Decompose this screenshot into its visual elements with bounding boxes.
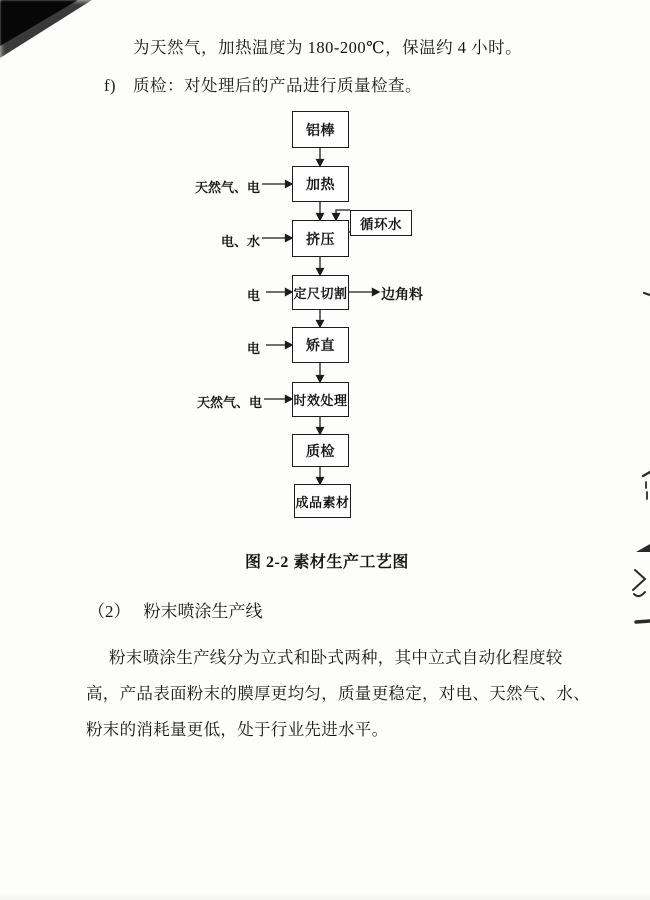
input-label-gas-electric-2: 天然气、电: [196, 395, 262, 410]
scan-bottom-shading: [0, 894, 650, 900]
flow-node-extrusion: [292, 220, 349, 257]
intro-line: 为天然气，加热温度为 180-200℃，保温约 4 小时。: [133, 38, 523, 57]
flow-node-cutting: [292, 275, 349, 310]
edge-handwriting-marks: [628, 280, 650, 630]
section-title: 粉末喷涂生产线: [143, 602, 263, 621]
figure-caption: 图 2-2 素材生产工艺图: [245, 554, 409, 571]
input-label-gas-electric: 天然气、电: [194, 180, 260, 195]
flow-node-aging: [292, 382, 349, 417]
flow-node-finished-material: [294, 484, 351, 518]
flow-node-recycled-water: [350, 210, 412, 236]
section-heading: [88, 597, 263, 622]
paragraph-line: 粉末喷涂生产线分为立式和卧式两种，其中立式自动化程度较: [109, 648, 563, 667]
edge-mark-dash-small: [644, 293, 650, 295]
output-label-scrap: 边角料: [381, 288, 423, 303]
flow-node-label: 铝棒: [306, 123, 335, 139]
list-item-f: [104, 76, 422, 96]
list-item-text: 质检：对处理后的产品进行质量检查。: [133, 76, 422, 95]
section-marker: （2）: [88, 602, 131, 621]
edge-mark-angle: [633, 570, 645, 590]
paragraph-line: 高，产品表面粉末的膜厚更均匀，质量更稳定，对电、天然气、水、: [86, 684, 590, 703]
edge-mark-dots: [646, 482, 647, 499]
edge-mark-curve: [634, 592, 645, 596]
arrowhead: [373, 289, 380, 296]
flow-node-aluminum-rod: [292, 111, 349, 148]
list-item-marker: f): [104, 76, 116, 95]
flow-node-label: 加热: [306, 178, 335, 193]
scan-corner-artifact: [0, 0, 100, 60]
edge-mark-tick: [643, 472, 650, 476]
flow-node-label: 挤压: [306, 232, 335, 248]
recycle-supply-line: [336, 210, 350, 214]
input-label-electric-2: 电: [246, 341, 260, 356]
flow-node-label: 定尺切割: [293, 286, 348, 301]
flow-node-straightening: [292, 327, 349, 363]
flow-node-label: 质检: [306, 444, 335, 460]
flow-node-label: 成品素材: [295, 494, 350, 510]
input-label-electric-1: 电: [246, 288, 260, 303]
edge-mark-dash-heavy: [636, 621, 650, 622]
paragraph-line: 粉末的消耗量更低，处于行业先进水平。: [86, 720, 389, 739]
flow-node-label: 时效处理: [293, 393, 348, 408]
input-label-electric-water: 电、水: [220, 234, 260, 249]
flow-node-label: 矫直: [306, 339, 335, 354]
flow-node-heating: [292, 166, 349, 202]
edge-mark-wedge: [636, 544, 650, 552]
body-paragraph: [86, 646, 590, 754]
flow-node-label: 循环水: [360, 217, 402, 232]
flow-node-inspection: [292, 434, 349, 467]
